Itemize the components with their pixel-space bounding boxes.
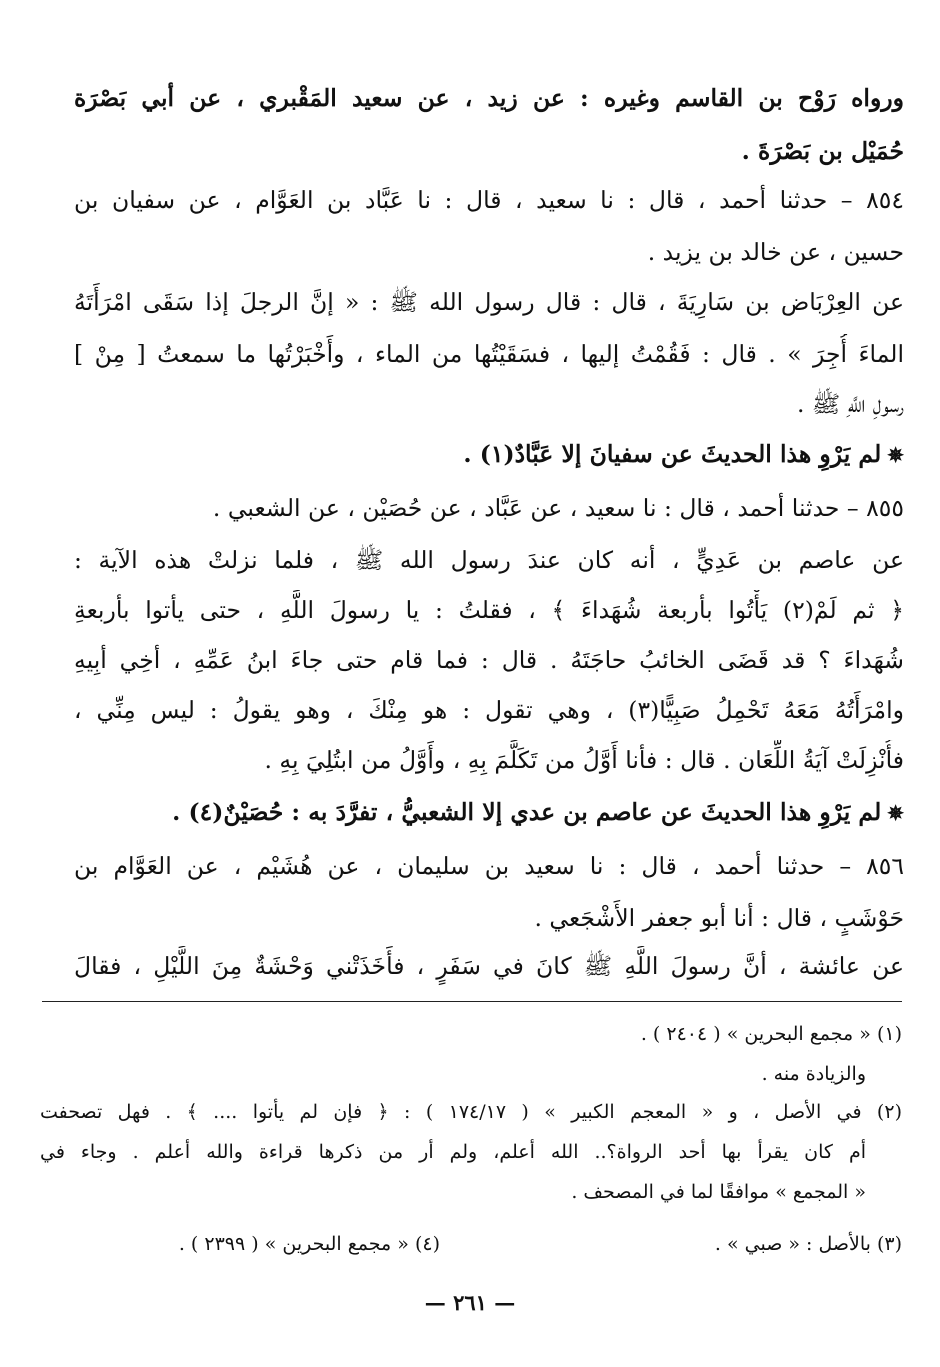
footnote-divider (42, 1001, 902, 1002)
footnote-1: (١) « مجمع البحرين » ( ٢٤٠٤ ) . (640, 1023, 902, 1045)
text-line-18: عن عائشة ، أنَّ رسولَ اللَّهِ ﷺ كانَ في سَفَرٍ ، فأَخَذَتْني وَحْشَةٌ مِنَ اللَّيْلِ ، فقالَ (74, 952, 904, 980)
text-line-1: ورواه رَوْح بن القاسم وغيره : عن زيد ، عن سعيد المَقْبري ، عن أبي بَصْرَة (74, 84, 904, 112)
footnote-2-cont-1: أم كان يقرأ بها أحد الرواة؟.. الله أعلم، ولم أر من ذكرها قراءة والله أعلم . وجاء في (40, 1141, 866, 1163)
note-text-2: لم يَرْوِ هذا الحديثَ عن عاصم بن عدي إلا الشعبيُّ ، تفرَّدَ به : حُصَيْنٌ(٤) . (172, 798, 882, 826)
star-icon: ✵ (887, 801, 904, 825)
text-line-5: عن العِرْبَاض بن سَارِيَةَ ، قال : قال رسول الله ﷺ : « إنَّ الرجلَ إذا سَقَى امْرَأَتَهُ (74, 288, 904, 316)
text-line-14: فأُنْزِلَتْ آيَةُ اللِّعَان . قال : فأنا أَوَّلُ من تَكَلَّمَ بِهِ ، وأَوَّلُ من ابتُلِيَ بِهِ . (264, 746, 904, 774)
text-line-13: وامْرَأَتُهُ مَعَهُ تَحْمِلُ صَبِيًّا(٣) ، وهي تقول : هو مِنْكَ ، وهو يقولُ : ليس مِنِّي ، (74, 696, 904, 724)
hadith-855-heading: ٨٥٥ – حدثنا أحمد ، قال : نا سعيد ، عن عَبَّاد ، عن حُصَيْن ، عن الشعبي . (212, 494, 904, 522)
hadith-854-heading: ٨٥٤ – حدثنا أحمد ، قال : نا سعيد ، قال : نا عَبَّاد بن العَوَّام ، عن سفيان بن (74, 186, 904, 214)
text-line-7: رسولِ اللَّهِ ﷺ . (796, 390, 904, 418)
note-line-1 (74, 434, 904, 474)
note-line-2 (74, 792, 904, 832)
star-icon: ✵ (887, 443, 904, 467)
footnote-4: (٤) « مجمع البحرين » ( ٢٣٩٩ ) . (178, 1233, 440, 1255)
text-line-10: عن عاصم بن عَدِيٍّ ، أنه كان عندَ رسول الله ﷺ ، فلما نزلتْ هذه الآية : (74, 546, 904, 574)
footnote-2-cont-2: « المجمع » موافقًا لما في المصحف . (571, 1181, 866, 1203)
text-line-11: ﴿ ثم لَمْ(٢) يَأْتُوا بأربعة شُهَداءَ ﴾ ، فقلتُ : يا رسولَ اللَّهِ ، حتى يأتوا بأربعةِ (74, 596, 904, 624)
footnote-1-cont: والزيادة منه . (761, 1063, 866, 1085)
text-line-2: حُمَيْل بن بَصْرَةَ . (741, 137, 904, 165)
text-line-12: شُهَداءَ ؟ قد قَضَى الخائبُ حاجَتَهُ . قال : فما قام حتى جاءَ ابنُ عَمِّهِ ، أخِي أبِيهِ (74, 646, 904, 674)
text-line-17: حَوْشَبٍ ، قال : أنا أبو جعفر الأَشْجَعي . (534, 904, 904, 932)
note-text-1: لم يَرْوِ هذا الحديثَ عن سفيانَ إلا عَبَّادٌ(١) . (463, 440, 882, 468)
footnote-2: (٢) في الأصل ، و « المعجم الكبير » ( ١٧٤/١٧ ) : ﴿ فإن لم يأتوا .... ﴾ . فهل تصحفت (40, 1101, 902, 1123)
text-line-6: الماءَ أُجِرَ » . قال : فَقُمْتُ إليها ، فسَقَيْتُها من الماء ، وأَخْبَرْتُها ما سمعتُ [ مِنْ ] (74, 340, 904, 368)
hadith-856-heading: ٨٥٦ – حدثنا أحمد ، قال : نا سعيد بن سليمان ، عن هُشَيْم ، عن العَوَّام بن (74, 852, 904, 880)
text-line-4: حسين ، عن خالد بن يزيد . (647, 238, 904, 266)
footnote-3: (٣) بالأصل : « صبي » . (714, 1233, 902, 1255)
page-number: — ٢٦١ — (424, 1290, 516, 1315)
